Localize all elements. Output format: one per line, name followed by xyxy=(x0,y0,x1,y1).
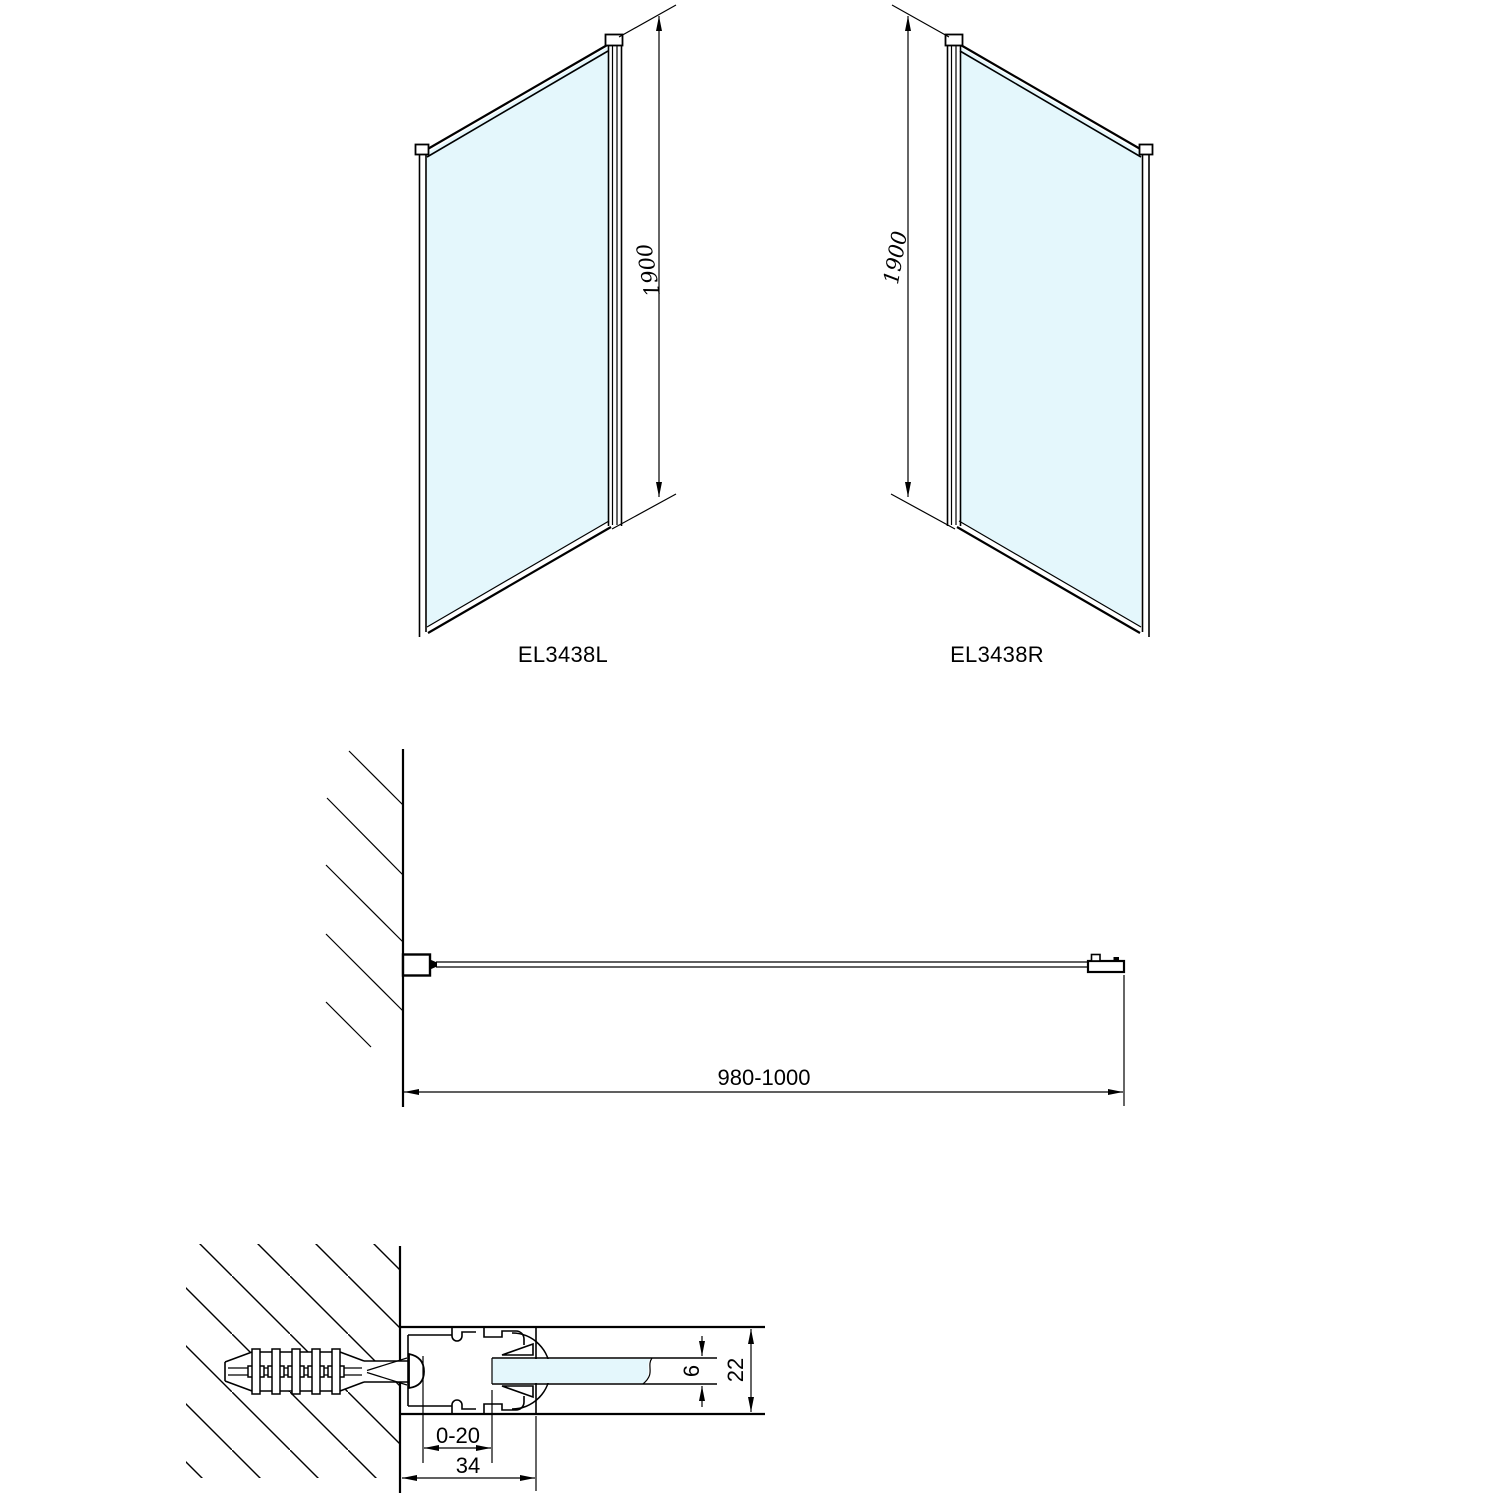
profile-depth-dimension xyxy=(723,1329,751,1412)
plan-view xyxy=(326,749,1124,1107)
extension-line xyxy=(619,5,676,37)
profile-clip-bottom xyxy=(452,1400,476,1413)
plan-end-profile-tick xyxy=(1114,957,1120,961)
plan-end-profile xyxy=(1088,961,1124,972)
glass-section-fill xyxy=(492,1359,650,1383)
panel-left-edge-cap xyxy=(416,145,429,155)
profile-clip-bottom-slot xyxy=(484,1396,524,1413)
profile-width-value: 34 xyxy=(455,1453,481,1478)
panel-left-height-value: 1900 xyxy=(632,241,665,299)
plan-end-profile-notch xyxy=(1092,955,1101,962)
profile-clip-top xyxy=(452,1328,476,1341)
plan-width-dimension xyxy=(404,975,1124,1106)
profile-depth-value: 22 xyxy=(722,1357,748,1383)
panel-right-label: EL3438R xyxy=(950,642,1044,667)
panel-right-height-value: 1900 xyxy=(879,229,912,287)
panel-right-height-dimension xyxy=(879,5,955,529)
extension-line xyxy=(892,5,949,37)
plan-width-value: 980-1000 xyxy=(717,1065,811,1090)
profile-wedge-top xyxy=(502,1344,533,1355)
profile-clip-top-slot xyxy=(484,1328,524,1345)
glass-thickness-dimension xyxy=(679,1336,704,1407)
plan-wall-hatch xyxy=(326,751,403,1047)
adjustment-dimension xyxy=(423,1356,492,1463)
panel-right-view xyxy=(946,35,1153,638)
extension-line xyxy=(891,494,955,529)
profile-wedge-bottom xyxy=(502,1386,533,1397)
plan-wall-bracket xyxy=(403,955,430,976)
adjustment-value: 0-20 xyxy=(435,1423,481,1448)
screw-head xyxy=(409,1354,424,1388)
panel-left-label: EL3438L xyxy=(517,642,609,667)
glass-thickness-value: 6 xyxy=(678,1364,704,1378)
panel-left-view xyxy=(416,35,623,638)
detail-view xyxy=(186,1244,765,1493)
panel-right-edge-cap xyxy=(1140,145,1153,155)
plan-bracket-clamp xyxy=(430,960,437,970)
